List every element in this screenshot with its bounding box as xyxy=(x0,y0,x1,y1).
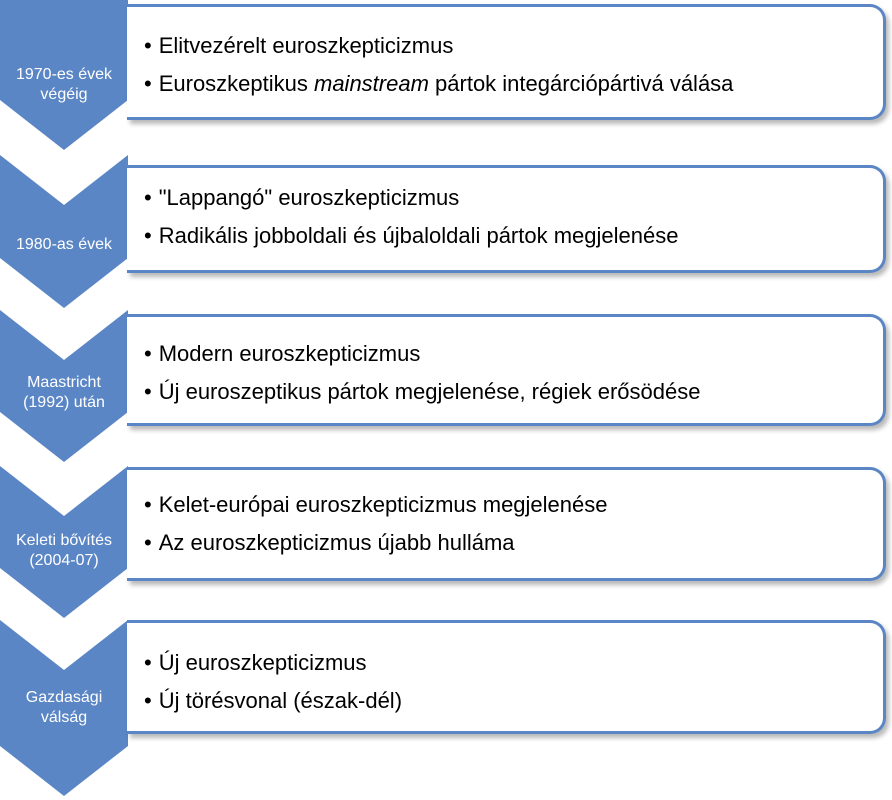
stage-card-1980s xyxy=(127,165,886,273)
bullet-item: • Új euroszeptikus pártok megjelenése, régiek erősödése xyxy=(144,379,701,404)
stage-label-economic-crisis: Gazdasági válság xyxy=(25,689,103,726)
stage-card-economic-crisis xyxy=(127,620,886,734)
bullet-item: • Új törésvonal (észak-dél) xyxy=(144,688,403,713)
stage-label-eastern-enlargement: Keleti bővítés (2004-07) xyxy=(15,532,113,569)
stage-card-1970s xyxy=(127,4,886,120)
bullet-item: • Modern euroszkepticizmus xyxy=(144,341,421,366)
bullet-item: • "Lappangó" euroszkepticizmus xyxy=(144,185,460,210)
stage-label-maastricht: Maastricht (1992) után xyxy=(23,374,105,411)
stage-card-eastern-enlargement xyxy=(127,467,886,581)
stage-label-1970s: 1970-es évek végéig xyxy=(15,66,113,103)
bullet-item: • Kelet-európai euroszkepticizmus megjelenése xyxy=(144,492,608,517)
bullet-item: • Új euroszkepticizmus xyxy=(144,650,367,675)
bullet-item: • Radikális jobboldali és újbaloldali pártok megjelenése xyxy=(144,223,679,248)
stage-label-1980s: 1980-as évek xyxy=(15,236,113,253)
bullet-item: • Az euroszkepticizmus újabb hulláma xyxy=(144,530,515,555)
bullet-item: • Euroszkeptikus mainstream pártok integárciópártivá válása xyxy=(144,71,734,96)
bullet-item: • Elitvezérelt euroszkepticizmus xyxy=(144,33,454,58)
stage-card-maastricht xyxy=(127,314,886,426)
